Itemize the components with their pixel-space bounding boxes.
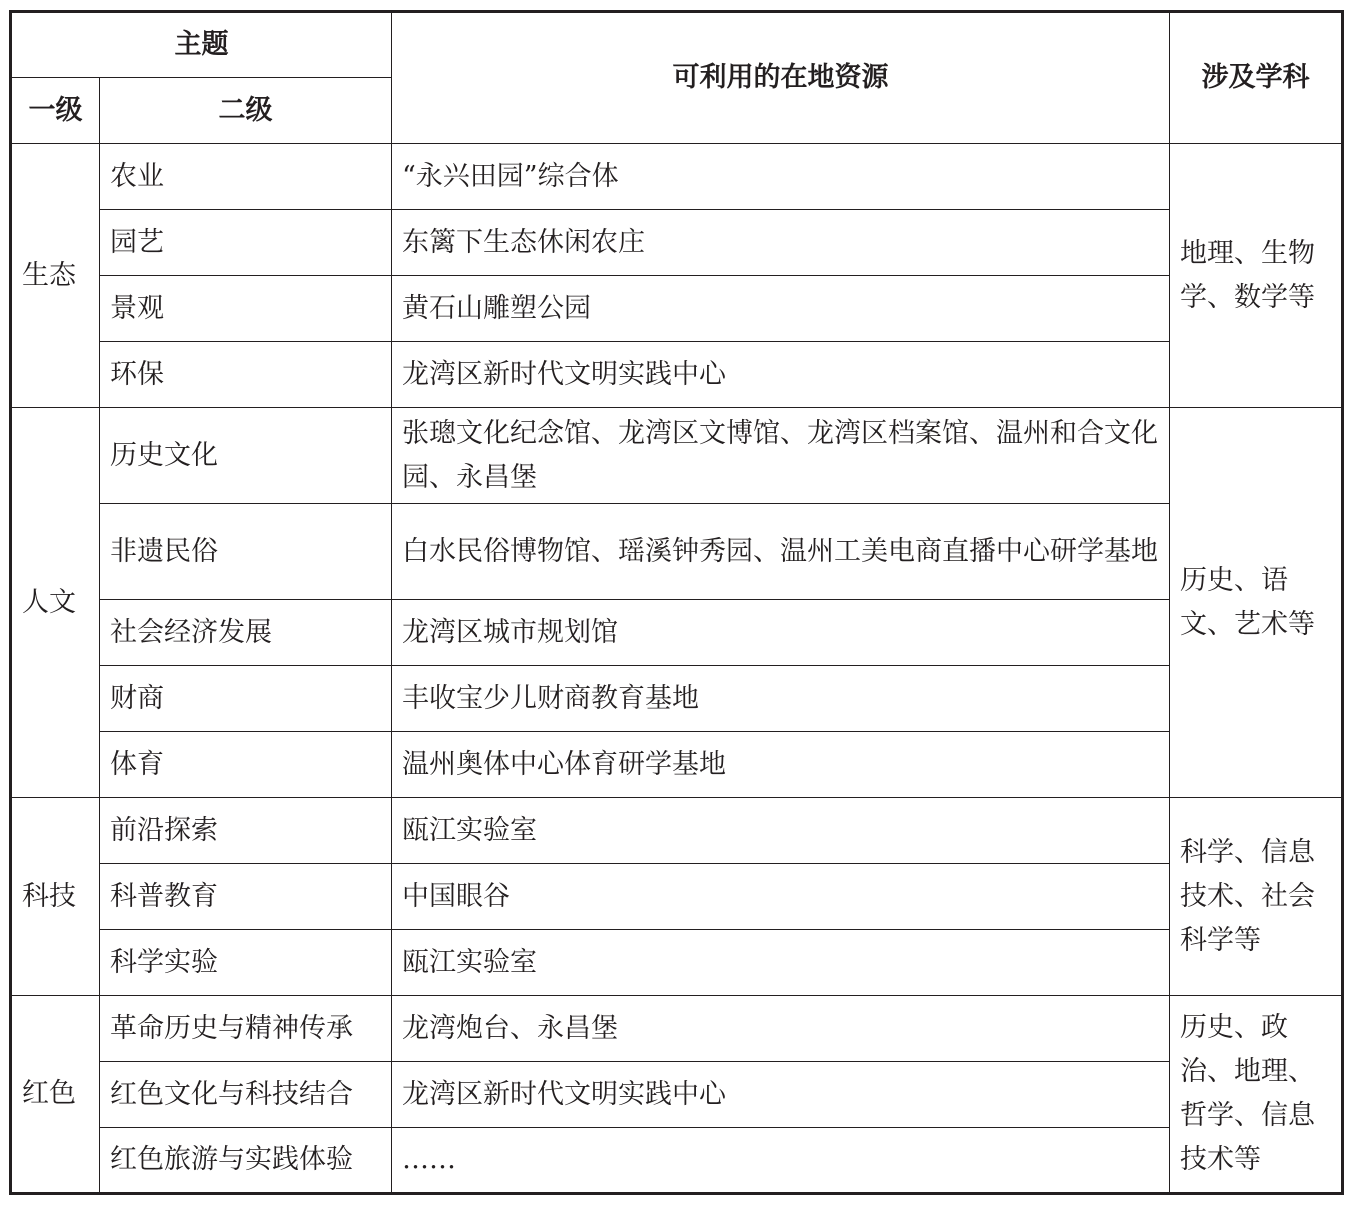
table-row <box>11 408 1343 504</box>
resource-cell: 瓯江实验室 <box>392 798 1170 864</box>
resource-cell: 龙湾区新时代文明实践中心 <box>392 1062 1170 1128</box>
resource-table <box>9 10 1344 1195</box>
resource-cell: 龙湾区城市规划馆 <box>392 600 1170 666</box>
level2-cell: 红色文化与科技结合 <box>100 1062 392 1128</box>
level2-cell: 科普教育 <box>100 864 392 930</box>
table-row <box>11 930 1343 996</box>
table-row <box>11 342 1343 408</box>
table-row <box>11 666 1343 732</box>
resource-cell: “永兴田园”综合体 <box>392 144 1170 210</box>
resource-cell: 龙湾区新时代文明实践中心 <box>392 342 1170 408</box>
level2-cell: 前沿探索 <box>100 798 392 864</box>
level2-cell: 财商 <box>100 666 392 732</box>
level2-cell: 科学实验 <box>100 930 392 996</box>
level1-cell: 人文 <box>11 408 100 798</box>
level2-cell: 景观 <box>100 276 392 342</box>
table-row <box>11 798 1343 864</box>
resource-cell: 东篱下生态休闲农庄 <box>392 210 1170 276</box>
level2-cell: 历史文化 <box>100 408 392 504</box>
table-row <box>11 144 1343 210</box>
level2-cell: 园艺 <box>100 210 392 276</box>
subjects-cell: 历史、语文、艺术等 <box>1170 408 1343 798</box>
subjects-cell: 地理、生物学、数学等 <box>1170 144 1343 408</box>
resource-cell: 黄石山雕塑公园 <box>392 276 1170 342</box>
subjects-cell: 历史、政治、地理、哲学、信息技术等 <box>1170 996 1343 1194</box>
level2-cell: 非遗民俗 <box>100 504 392 600</box>
level1-cell: 生态 <box>11 144 100 408</box>
level2-cell: 红色旅游与实践体验 <box>100 1128 392 1194</box>
table-row <box>11 600 1343 666</box>
level1-cell: 红色 <box>11 996 100 1194</box>
level1-cell: 科技 <box>11 798 100 996</box>
header-row-1 <box>11 12 1343 78</box>
table-row <box>11 864 1343 930</box>
resource-cell: 龙湾炮台、永昌堡 <box>392 996 1170 1062</box>
level2-cell: 社会经济发展 <box>100 600 392 666</box>
table-row <box>11 1128 1343 1194</box>
resource-cell: 丰收宝少儿财商教育基地 <box>392 666 1170 732</box>
resource-cell: 白水民俗博物馆、瑶溪钟秀园、温州工美电商直播中心研学基地 <box>392 504 1170 600</box>
resource-cell: 张璁文化纪念馆、龙湾区文博馆、龙湾区档案馆、温州和合文化园、永昌堡 <box>392 408 1170 504</box>
table-row <box>11 996 1343 1062</box>
table-row <box>11 1062 1343 1128</box>
table-row <box>11 210 1343 276</box>
header-level1: 一级 <box>11 78 100 144</box>
resource-cell: 瓯江实验室 <box>392 930 1170 996</box>
level2-cell: 环保 <box>100 342 392 408</box>
subjects-cell: 科学、信息技术、社会科学等 <box>1170 798 1343 996</box>
header-level2: 二级 <box>100 78 392 144</box>
header-resources: 可利用的在地资源 <box>392 12 1170 144</box>
level2-cell: 革命历史与精神传承 <box>100 996 392 1062</box>
resource-cell: …… <box>392 1128 1170 1194</box>
header-subjects: 涉及学科 <box>1170 12 1343 144</box>
table-row <box>11 732 1343 798</box>
level2-cell: 农业 <box>100 144 392 210</box>
header-theme: 主题 <box>11 12 392 78</box>
table-row <box>11 276 1343 342</box>
resource-cell: 温州奥体中心体育研学基地 <box>392 732 1170 798</box>
resource-cell: 中国眼谷 <box>392 864 1170 930</box>
table-row <box>11 504 1343 600</box>
level2-cell: 体育 <box>100 732 392 798</box>
